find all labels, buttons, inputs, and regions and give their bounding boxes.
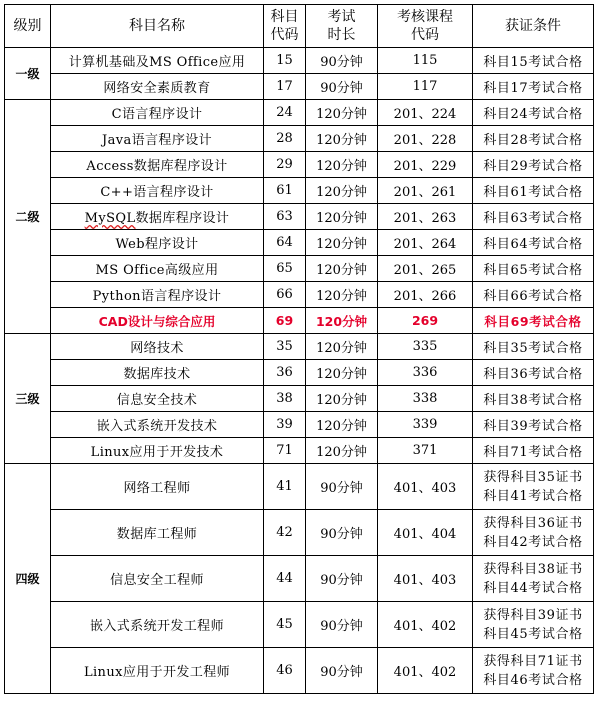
exam-duration-cell: 90分钟 <box>306 648 378 694</box>
exam-duration-cell: 120分钟 <box>306 360 378 386</box>
table-row <box>5 648 594 694</box>
condition-line: 科目44考试合格 <box>483 580 583 596</box>
subject-name-cell <box>51 308 264 334</box>
header-course-code <box>378 5 473 48</box>
subject-name: 数据库技术 <box>123 367 191 382</box>
condition-line: 科目64考试合格 <box>483 237 583 252</box>
condition-line: 获得科目38证书 <box>483 561 583 577</box>
subject-name-cell <box>51 510 264 556</box>
certificate-condition-cell <box>473 412 594 438</box>
subject-name: 网络技术 <box>130 341 184 356</box>
subject-name-cell <box>51 602 264 648</box>
certificate-condition-cell <box>473 178 594 204</box>
condition-line: 获得科目36证书 <box>483 515 583 531</box>
table-row <box>5 74 594 100</box>
table-row <box>5 230 594 256</box>
header-subject-code-line: 代码 <box>270 27 299 43</box>
condition-line: 科目15考试合格 <box>483 55 583 70</box>
subject-code-cell: 38 <box>264 386 306 412</box>
subject-name: CAD设计与综合应用 <box>98 313 216 329</box>
header-exam-duration-line: 时长 <box>327 27 356 43</box>
subject-name: Linux应用于开发工程师 <box>83 665 231 680</box>
exam-duration-cell: 120分钟 <box>306 178 378 204</box>
condition-line: 获得科目39证书 <box>483 607 583 623</box>
table-row <box>5 438 594 464</box>
certificate-condition-cell <box>473 510 594 556</box>
subject-name-cell <box>51 334 264 360</box>
subject-code-cell: 35 <box>264 334 306 360</box>
subject-code-cell: 46 <box>264 648 306 694</box>
subject-name-cell <box>51 48 264 74</box>
course-code-cell: 371 <box>378 438 473 464</box>
exam-duration-cell: 90分钟 <box>306 74 378 100</box>
certificate-condition-cell <box>473 256 594 282</box>
condition-line: 科目24考试合格 <box>483 107 583 122</box>
subject-code-cell: 36 <box>264 360 306 386</box>
exam-duration-cell: 120分钟 <box>306 256 378 282</box>
certificate-condition-cell <box>473 334 594 360</box>
subject-name-cell <box>51 126 264 152</box>
condition-line: 科目28考试合格 <box>483 133 583 148</box>
subject-code-cell: 17 <box>264 74 306 100</box>
level-cell: 一级 <box>5 48 51 100</box>
exam-duration-cell: 90分钟 <box>306 510 378 556</box>
condition-line: 科目36考试合格 <box>483 367 583 382</box>
header-certificate-condition: 获证条件 <box>473 5 594 48</box>
table-row <box>5 178 594 204</box>
course-code-cell: 269 <box>378 308 473 334</box>
subject-name: 嵌入式系统开发工程师 <box>89 619 224 634</box>
subject-code-cell: 66 <box>264 282 306 308</box>
subject-name: 计算机基础及MS Office应用 <box>68 55 246 70</box>
table-body <box>5 48 594 694</box>
subject-name: MS Office高级应用 <box>95 263 219 278</box>
course-code-cell: 339 <box>378 412 473 438</box>
subject-name: 信息安全工程师 <box>110 573 204 588</box>
exam-duration-cell: 90分钟 <box>306 602 378 648</box>
table-row <box>5 100 594 126</box>
header-exam-duration <box>306 5 378 48</box>
exam-duration-cell: 120分钟 <box>306 100 378 126</box>
subject-code-cell: 39 <box>264 412 306 438</box>
table-row <box>5 602 594 648</box>
condition-line: 科目41考试合格 <box>483 488 583 504</box>
subject-code-cell: 29 <box>264 152 306 178</box>
subject-code-cell: 61 <box>264 178 306 204</box>
header-exam-duration-line: 考试 <box>327 9 356 25</box>
certificate-condition-cell <box>473 438 594 464</box>
certificate-condition-cell <box>473 100 594 126</box>
subject-name: Linux应用于开发技术 <box>90 445 224 460</box>
table-row <box>5 386 594 412</box>
table-row <box>5 556 594 602</box>
certificate-condition-cell <box>473 48 594 74</box>
exam-duration-cell: 120分钟 <box>306 204 378 230</box>
course-code-cell: 201、265 <box>378 256 473 282</box>
header-subject-code-line: 科目 <box>270 9 299 25</box>
condition-line: 获得科目35证书 <box>483 469 583 485</box>
level-cell: 二级 <box>5 100 51 334</box>
certificate-condition-cell <box>473 308 594 334</box>
condition-line: 科目69考试合格 <box>484 313 582 329</box>
subject-name: 网络安全素质教育 <box>103 81 211 96</box>
subject-name-cell <box>51 100 264 126</box>
level-cell: 三级 <box>5 334 51 464</box>
header-course-code-line: 代码 <box>411 27 439 43</box>
subject-name: Java语言程序设计 <box>101 133 213 148</box>
header-level: 级别 <box>5 5 51 48</box>
condition-line: 科目66考试合格 <box>483 289 583 304</box>
condition-line: 科目38考试合格 <box>483 393 583 408</box>
exam-duration-cell: 120分钟 <box>306 308 378 334</box>
condition-line: 科目35考试合格 <box>483 341 583 356</box>
subject-code-cell: 65 <box>264 256 306 282</box>
table-row <box>5 126 594 152</box>
course-code-cell: 401、402 <box>378 602 473 648</box>
subject-name: Access数据库程序设计 <box>86 159 228 174</box>
exam-duration-cell: 120分钟 <box>306 334 378 360</box>
certificate-condition-cell <box>473 152 594 178</box>
course-code-cell: 201、224 <box>378 100 473 126</box>
subject-name: Web程序设计 <box>115 237 199 252</box>
exam-duration-cell: 120分钟 <box>306 412 378 438</box>
exam-duration-cell: 120分钟 <box>306 152 378 178</box>
subject-name: MySQL数据库程序设计 <box>84 211 230 226</box>
table-row <box>5 282 594 308</box>
certificate-condition-cell <box>473 360 594 386</box>
subject-code-cell: 64 <box>264 230 306 256</box>
table-row <box>5 256 594 282</box>
subject-name-cell <box>51 386 264 412</box>
subject-name: 嵌入式系统开发技术 <box>96 419 218 434</box>
course-code-cell: 401、403 <box>378 556 473 602</box>
exam-duration-cell: 120分钟 <box>306 386 378 412</box>
course-code-cell: 401、403 <box>378 464 473 510</box>
course-code-cell: 338 <box>378 386 473 412</box>
table-row <box>5 308 594 334</box>
condition-line: 科目39考试合格 <box>483 419 583 434</box>
exam-duration-cell: 120分钟 <box>306 126 378 152</box>
exam-duration-cell: 90分钟 <box>306 48 378 74</box>
subject-code-cell: 28 <box>264 126 306 152</box>
level-cell: 四级 <box>5 464 51 694</box>
table-row <box>5 412 594 438</box>
subject-code-cell: 69 <box>264 308 306 334</box>
subject-name-cell <box>51 230 264 256</box>
course-code-cell: 201、266 <box>378 282 473 308</box>
condition-line: 科目61考试合格 <box>483 185 583 200</box>
subject-code-cell: 71 <box>264 438 306 464</box>
condition-line: 科目29考试合格 <box>483 159 583 174</box>
condition-line: 科目46考试合格 <box>483 672 583 688</box>
subject-name-cell <box>51 282 264 308</box>
subject-name-cell <box>51 412 264 438</box>
subject-code-cell: 24 <box>264 100 306 126</box>
table-row <box>5 204 594 230</box>
exam-subjects-table <box>4 4 594 694</box>
course-code-cell: 201、264 <box>378 230 473 256</box>
table-row <box>5 510 594 556</box>
course-code-cell: 401、404 <box>378 510 473 556</box>
condition-line: 科目45考试合格 <box>483 626 583 642</box>
condition-line: 科目17考试合格 <box>483 81 583 96</box>
table-row <box>5 360 594 386</box>
certificate-condition-cell <box>473 464 594 510</box>
table-row <box>5 48 594 74</box>
exam-duration-cell: 90分钟 <box>306 556 378 602</box>
certificate-condition-cell <box>473 126 594 152</box>
header-subject-name: 科目名称 <box>51 5 264 48</box>
subject-code-cell: 45 <box>264 602 306 648</box>
condition-line: 科目65考试合格 <box>483 263 583 278</box>
subject-name: 数据库工程师 <box>116 527 198 542</box>
subject-name: C++语言程序设计 <box>100 185 214 200</box>
subject-code-cell: 15 <box>264 48 306 74</box>
header-subject-code <box>264 5 306 48</box>
subject-name-cell <box>51 178 264 204</box>
subject-name-cell <box>51 152 264 178</box>
exam-duration-cell: 120分钟 <box>306 282 378 308</box>
subject-name-cell <box>51 648 264 694</box>
spellcheck-underline: MySQL <box>84 211 136 226</box>
header-course-code-line: 考核课程 <box>397 9 453 25</box>
condition-line: 科目42考试合格 <box>483 534 583 550</box>
certificate-condition-cell <box>473 386 594 412</box>
subject-name: 网络工程师 <box>123 481 191 496</box>
certificate-condition-cell <box>473 230 594 256</box>
condition-line: 获得科目71证书 <box>483 653 583 669</box>
subject-name-cell <box>51 556 264 602</box>
course-code-cell: 201、261 <box>378 178 473 204</box>
subject-name-cell <box>51 438 264 464</box>
condition-line: 科目71考试合格 <box>483 445 583 460</box>
subject-code-cell: 41 <box>264 464 306 510</box>
exam-duration-cell: 120分钟 <box>306 438 378 464</box>
header-row <box>5 5 594 48</box>
condition-line: 科目63考试合格 <box>483 211 583 226</box>
table-row <box>5 464 594 510</box>
course-code-cell: 201、229 <box>378 152 473 178</box>
course-code-cell: 115 <box>378 48 473 74</box>
subject-name-cell <box>51 464 264 510</box>
course-code-cell: 201、263 <box>378 204 473 230</box>
subject-name: C语言程序设计 <box>111 107 203 122</box>
certificate-condition-cell <box>473 282 594 308</box>
course-code-cell: 117 <box>378 74 473 100</box>
subject-name-cell <box>51 74 264 100</box>
subject-code-cell: 44 <box>264 556 306 602</box>
certificate-condition-cell <box>473 648 594 694</box>
subject-name: 信息安全技术 <box>116 393 198 408</box>
table-row <box>5 152 594 178</box>
table-row <box>5 334 594 360</box>
certificate-condition-cell <box>473 602 594 648</box>
subject-code-cell: 42 <box>264 510 306 556</box>
subject-name-cell <box>51 204 264 230</box>
course-code-cell: 335 <box>378 334 473 360</box>
certificate-condition-cell <box>473 556 594 602</box>
subject-name-cell <box>51 360 264 386</box>
course-code-cell: 336 <box>378 360 473 386</box>
subject-code-cell: 63 <box>264 204 306 230</box>
subject-name-cell <box>51 256 264 282</box>
course-code-cell: 201、228 <box>378 126 473 152</box>
course-code-cell: 401、402 <box>378 648 473 694</box>
exam-duration-cell: 90分钟 <box>306 464 378 510</box>
certificate-condition-cell <box>473 74 594 100</box>
certificate-condition-cell <box>473 204 594 230</box>
subject-name: Python语言程序设计 <box>92 289 222 304</box>
exam-duration-cell: 120分钟 <box>306 230 378 256</box>
